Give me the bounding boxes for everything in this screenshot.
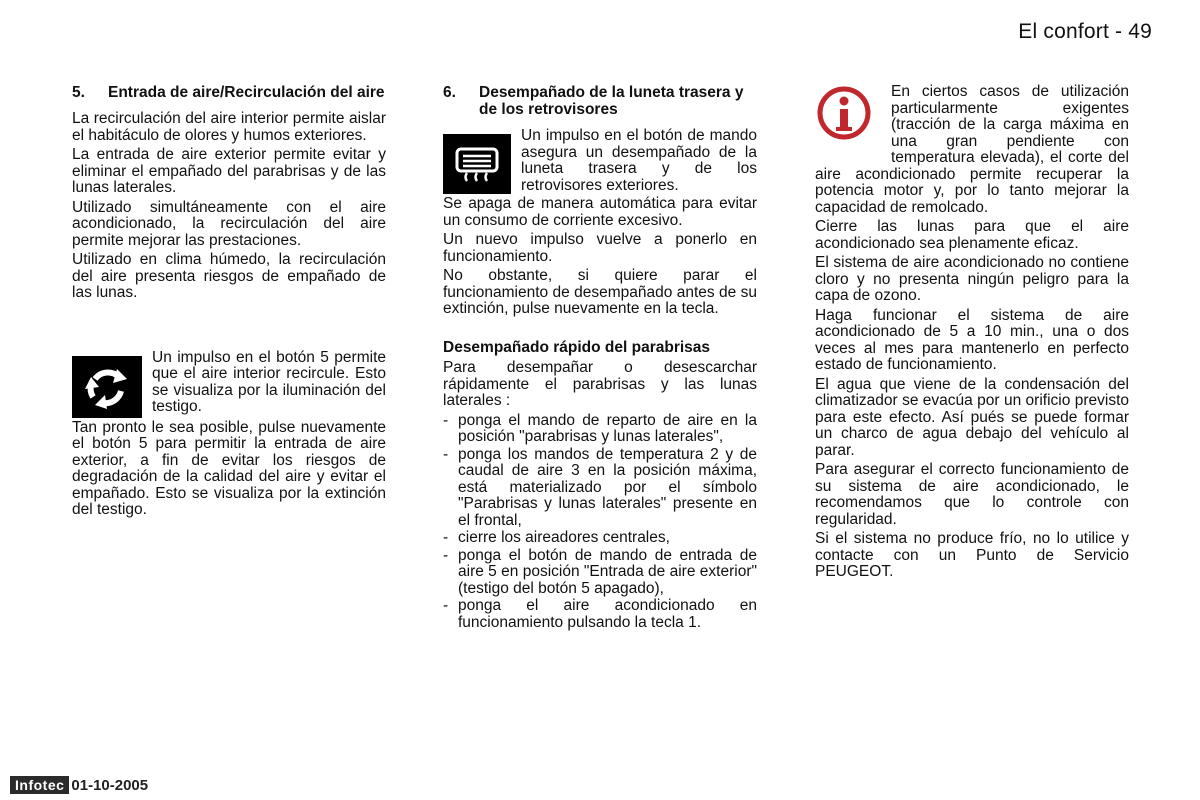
section-number: 5.	[72, 84, 85, 101]
list-item: - ponga el mando de reparto de aire en la posición "parabrisas y lunas laterales",	[443, 411, 757, 445]
section-title: Entrada de aire/Recirculación del aire	[108, 84, 385, 101]
instruction-list	[443, 413, 757, 632]
paragraph: Si el sistema no produce frío, no lo utilice y contacte con un Punto de Servicio PEUGEOT.	[815, 530, 1129, 580]
recirculation-note	[72, 350, 386, 418]
section-5-heading	[72, 84, 386, 101]
paragraph: El sistema de aire acondicionado no contiene cloro y no presenta ningún peligro para la capa de ozono.	[815, 254, 1129, 304]
paragraph: La recirculación del aire interior permite aislar el habitáculo de olores y humos exteriores.	[72, 110, 386, 144]
recirculation-text: Un impulso en el botón 5 permite que el aire interior recircule. Esto se visualiza por la iluminación del testigo.	[152, 348, 386, 415]
section-6-heading	[443, 84, 757, 118]
footer	[10, 776, 148, 794]
list-item: - cierre los aireadores centrales,	[443, 529, 670, 546]
paragraph: Utilizado simultáneamente con el aire acondicionado, la recirculación del aire permite mejorar las prestaciones.	[72, 198, 386, 249]
paragraph: Para desempañar o desescarchar rápidamente el parabrisas y las lunas laterales :	[443, 359, 757, 409]
list-item: - ponga el botón de mando de entrada de aire 5 en posición "Entrada de aire exterior" (testigo del botón 5 apagado),	[443, 546, 757, 597]
rear-defrost-text: Un impulso en el botón de mando asegura un desempañado de la luneta trasera y de los retrovisores exteriores.	[521, 127, 757, 194]
subsection-heading: Desempañado rápido del parabrisas	[443, 338, 711, 356]
column-2	[443, 84, 757, 632]
paragraph: Para asegurar el correcto funcionamiento de su sistema de aire acondicionado, le recomendamos que lo controle con regularidad.	[815, 461, 1129, 528]
column-1	[72, 84, 386, 522]
paragraph: Un nuevo impulso vuelve a ponerlo en funcionamiento.	[443, 231, 757, 265]
paragraph: No obstante, si quiere parar el funcionamiento de desempañado antes de su extinción, pulse nuevamente en la tecla.	[443, 267, 757, 317]
section-title: Desempañado de la luneta trasera y de los retrovisores	[479, 84, 744, 118]
column-3	[815, 84, 1129, 584]
infotec-logo: Infotec	[10, 776, 69, 794]
paragraph: En ciertos casos de utilización particularmente exigentes (tracción de la carga máxima en una gran pendiente con temperatura elevada), el corte del aire acondicionado permite recuperar la potencia motor y, por lo tanto mejorar la capacidad de remolcado.	[815, 83, 1129, 216]
section-number: 6.	[443, 84, 456, 101]
paragraph: Se apaga de manera automática para evitar un consumo de corriente excesivo.	[443, 195, 757, 229]
page-header: El confort - 49	[1018, 20, 1152, 43]
paragraph: El agua que viene de la condensación del climatizador se evacúa por un orificio previsto para este efecto. Así pués se puede formar un charco de agua debajo del vehículo al parar.	[815, 375, 1129, 459]
info-icon	[815, 84, 873, 147]
list-item: - ponga el aire acondicionado en funcionamiento pulsando la tecla 1.	[443, 597, 757, 631]
paragraph: Cierre las lunas para que el aire acondicionado sea plenamente eficaz.	[815, 218, 1129, 252]
footer-date: 01-10-2005	[71, 776, 149, 794]
air-recirculation-icon	[72, 356, 142, 418]
paragraph: Utilizado en clima húmedo, la recirculación del aire presenta riesgos de empañado de las lunas.	[72, 251, 386, 301]
rear-defrost-note	[443, 128, 757, 194]
paragraph: La entrada de aire exterior permite evitar y eliminar el empañado del parabrisas y de las lunas laterales.	[72, 146, 386, 196]
paragraph: Tan pronto le sea posible, pulse nuevamente el botón 5 para permitir la entrada de aire exterior, a fin de evitar los riesgos de degradación de la calidad del aire y evitar el empañado. Esto se visualiza por la extinción del testigo.	[72, 418, 386, 518]
rear-window-defrost-icon	[443, 134, 511, 194]
paragraph: Haga funcionar el sistema de aire acondicionado de 5 a 10 min., una o dos veces al mes para mantenerlo en perfecto estado de funcionamiento.	[815, 306, 1129, 373]
list-item: - ponga los mandos de temperatura 2 y de caudal de aire 3 en la posición máxima, está materializado por el símbolo "Parabrisas y lunas laterales" presente en el frontal,	[443, 445, 757, 529]
